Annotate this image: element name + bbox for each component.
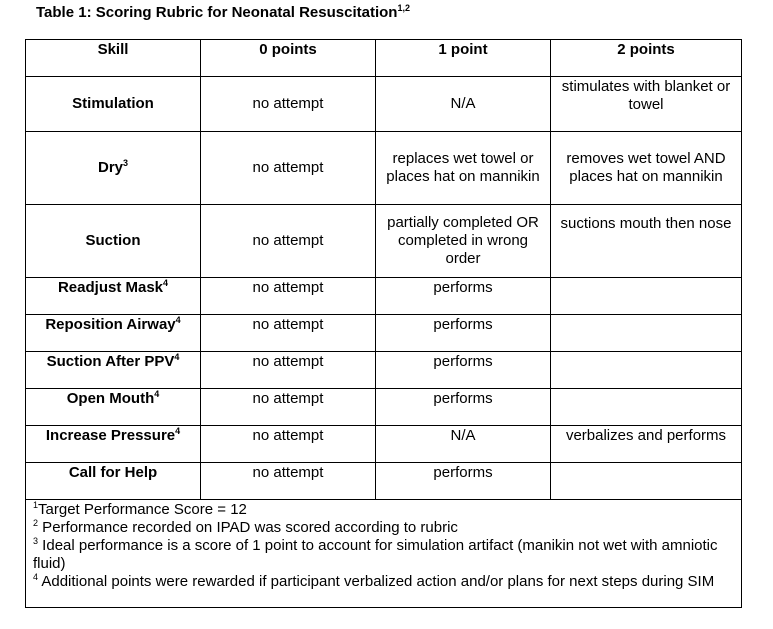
skill-label: Dry bbox=[97, 159, 123, 176]
skill-label: Call for Help bbox=[68, 464, 158, 481]
footnote-text: Additional points were rewarded if participant verbalized action and/or plans for next steps during SIM bbox=[38, 573, 715, 590]
footnote-text: Performance recorded on IPAD was scored according to rubric bbox=[38, 519, 458, 536]
skill-cell bbox=[26, 352, 201, 389]
zero-point-cell: no attempt bbox=[201, 463, 376, 500]
two-point-cell bbox=[551, 315, 742, 352]
footnote-mark: 2 bbox=[33, 518, 39, 528]
zero-point-cell: no attempt bbox=[201, 315, 376, 352]
footnote-2 bbox=[33, 519, 735, 537]
header-2-points: 2 points bbox=[551, 40, 742, 77]
skill-cell bbox=[26, 426, 201, 463]
table-row bbox=[26, 77, 742, 132]
caption-title: Table 1: Scoring Rubric for Neonatal Resuscitation bbox=[36, 4, 398, 21]
skill-label: Readjust Mask bbox=[57, 279, 164, 296]
skill-label: Suction After PPV bbox=[46, 353, 175, 370]
one-point-cell: replaces wet towel or places hat on mannikin bbox=[376, 132, 551, 205]
zero-point-cell: no attempt bbox=[201, 278, 376, 315]
table-row bbox=[26, 132, 742, 205]
scoring-rubric-table bbox=[25, 39, 742, 608]
table-row bbox=[26, 426, 742, 463]
one-point-cell: performs bbox=[376, 389, 551, 426]
skill-cell bbox=[26, 132, 201, 205]
skill-label: Open Mouth bbox=[66, 390, 155, 407]
zero-point-cell: no attempt bbox=[201, 426, 376, 463]
two-point-cell bbox=[551, 463, 742, 500]
skill-cell bbox=[26, 278, 201, 315]
two-point-cell: removes wet towel AND places hat on mannikin bbox=[551, 132, 742, 205]
footnote-mark: 1 bbox=[33, 500, 39, 510]
zero-point-cell: no attempt bbox=[201, 132, 376, 205]
two-point-cell: verbalizes and performs bbox=[551, 426, 742, 463]
table-row bbox=[26, 278, 742, 315]
header-0-points: 0 points bbox=[201, 40, 376, 77]
footnotes-row bbox=[26, 500, 742, 608]
one-point-cell: performs bbox=[376, 315, 551, 352]
header-row bbox=[26, 40, 742, 77]
table-row bbox=[26, 352, 742, 389]
two-point-cell bbox=[551, 389, 742, 426]
skill-cell bbox=[26, 389, 201, 426]
one-point-cell: N/A bbox=[376, 426, 551, 463]
skill-footnote-ref: 4 bbox=[163, 278, 169, 288]
skill-footnote-ref: 4 bbox=[175, 315, 181, 325]
header-skill: Skill bbox=[26, 40, 201, 77]
two-point-cell: suctions mouth then nose bbox=[551, 205, 742, 278]
footnote-mark: 4 bbox=[33, 572, 39, 582]
caption-refs: 1,2 bbox=[397, 3, 410, 13]
skill-footnote-ref: 4 bbox=[174, 352, 180, 362]
one-point-cell: performs bbox=[376, 352, 551, 389]
skill-footnote-ref: 4 bbox=[175, 426, 181, 436]
footnote-mark: 3 bbox=[33, 536, 39, 546]
table-row bbox=[26, 315, 742, 352]
one-point-cell: partially completed OR completed in wrong order bbox=[376, 205, 551, 278]
skill-footnote-ref: 3 bbox=[123, 158, 129, 168]
one-point-cell: performs bbox=[376, 278, 551, 315]
zero-point-cell: no attempt bbox=[201, 205, 376, 278]
header-1-point: 1 point bbox=[376, 40, 551, 77]
footnote-1 bbox=[33, 501, 735, 519]
footnote-text: Ideal performance is a score of 1 point to account for simulation artifact (manikin not wet with amniotic fluid) bbox=[33, 537, 718, 572]
table-caption bbox=[36, 4, 410, 21]
footnotes-cell bbox=[26, 500, 742, 608]
zero-point-cell: no attempt bbox=[201, 77, 376, 132]
one-point-cell: N/A bbox=[376, 77, 551, 132]
two-point-cell: stimulates with blanket or towel bbox=[551, 77, 742, 132]
table-row bbox=[26, 463, 742, 500]
two-point-cell bbox=[551, 278, 742, 315]
skill-cell bbox=[26, 463, 201, 500]
skill-footnote-ref: 4 bbox=[154, 389, 160, 399]
table-row bbox=[26, 205, 742, 278]
table-row bbox=[26, 389, 742, 426]
skill-label: Stimulation bbox=[72, 95, 154, 112]
zero-point-cell: no attempt bbox=[201, 352, 376, 389]
skill-cell bbox=[26, 315, 201, 352]
skill-label: Reposition Airway bbox=[45, 316, 176, 333]
footnote-4 bbox=[33, 573, 735, 591]
zero-point-cell: no attempt bbox=[201, 389, 376, 426]
one-point-cell: performs bbox=[376, 463, 551, 500]
skill-label: Suction bbox=[85, 232, 141, 249]
skill-cell bbox=[26, 77, 201, 132]
skill-cell bbox=[26, 205, 201, 278]
skill-label: Increase Pressure bbox=[45, 427, 176, 444]
two-point-cell bbox=[551, 352, 742, 389]
footnote-text: Target Performance Score = 12 bbox=[38, 501, 247, 518]
footnote-3 bbox=[33, 537, 735, 573]
